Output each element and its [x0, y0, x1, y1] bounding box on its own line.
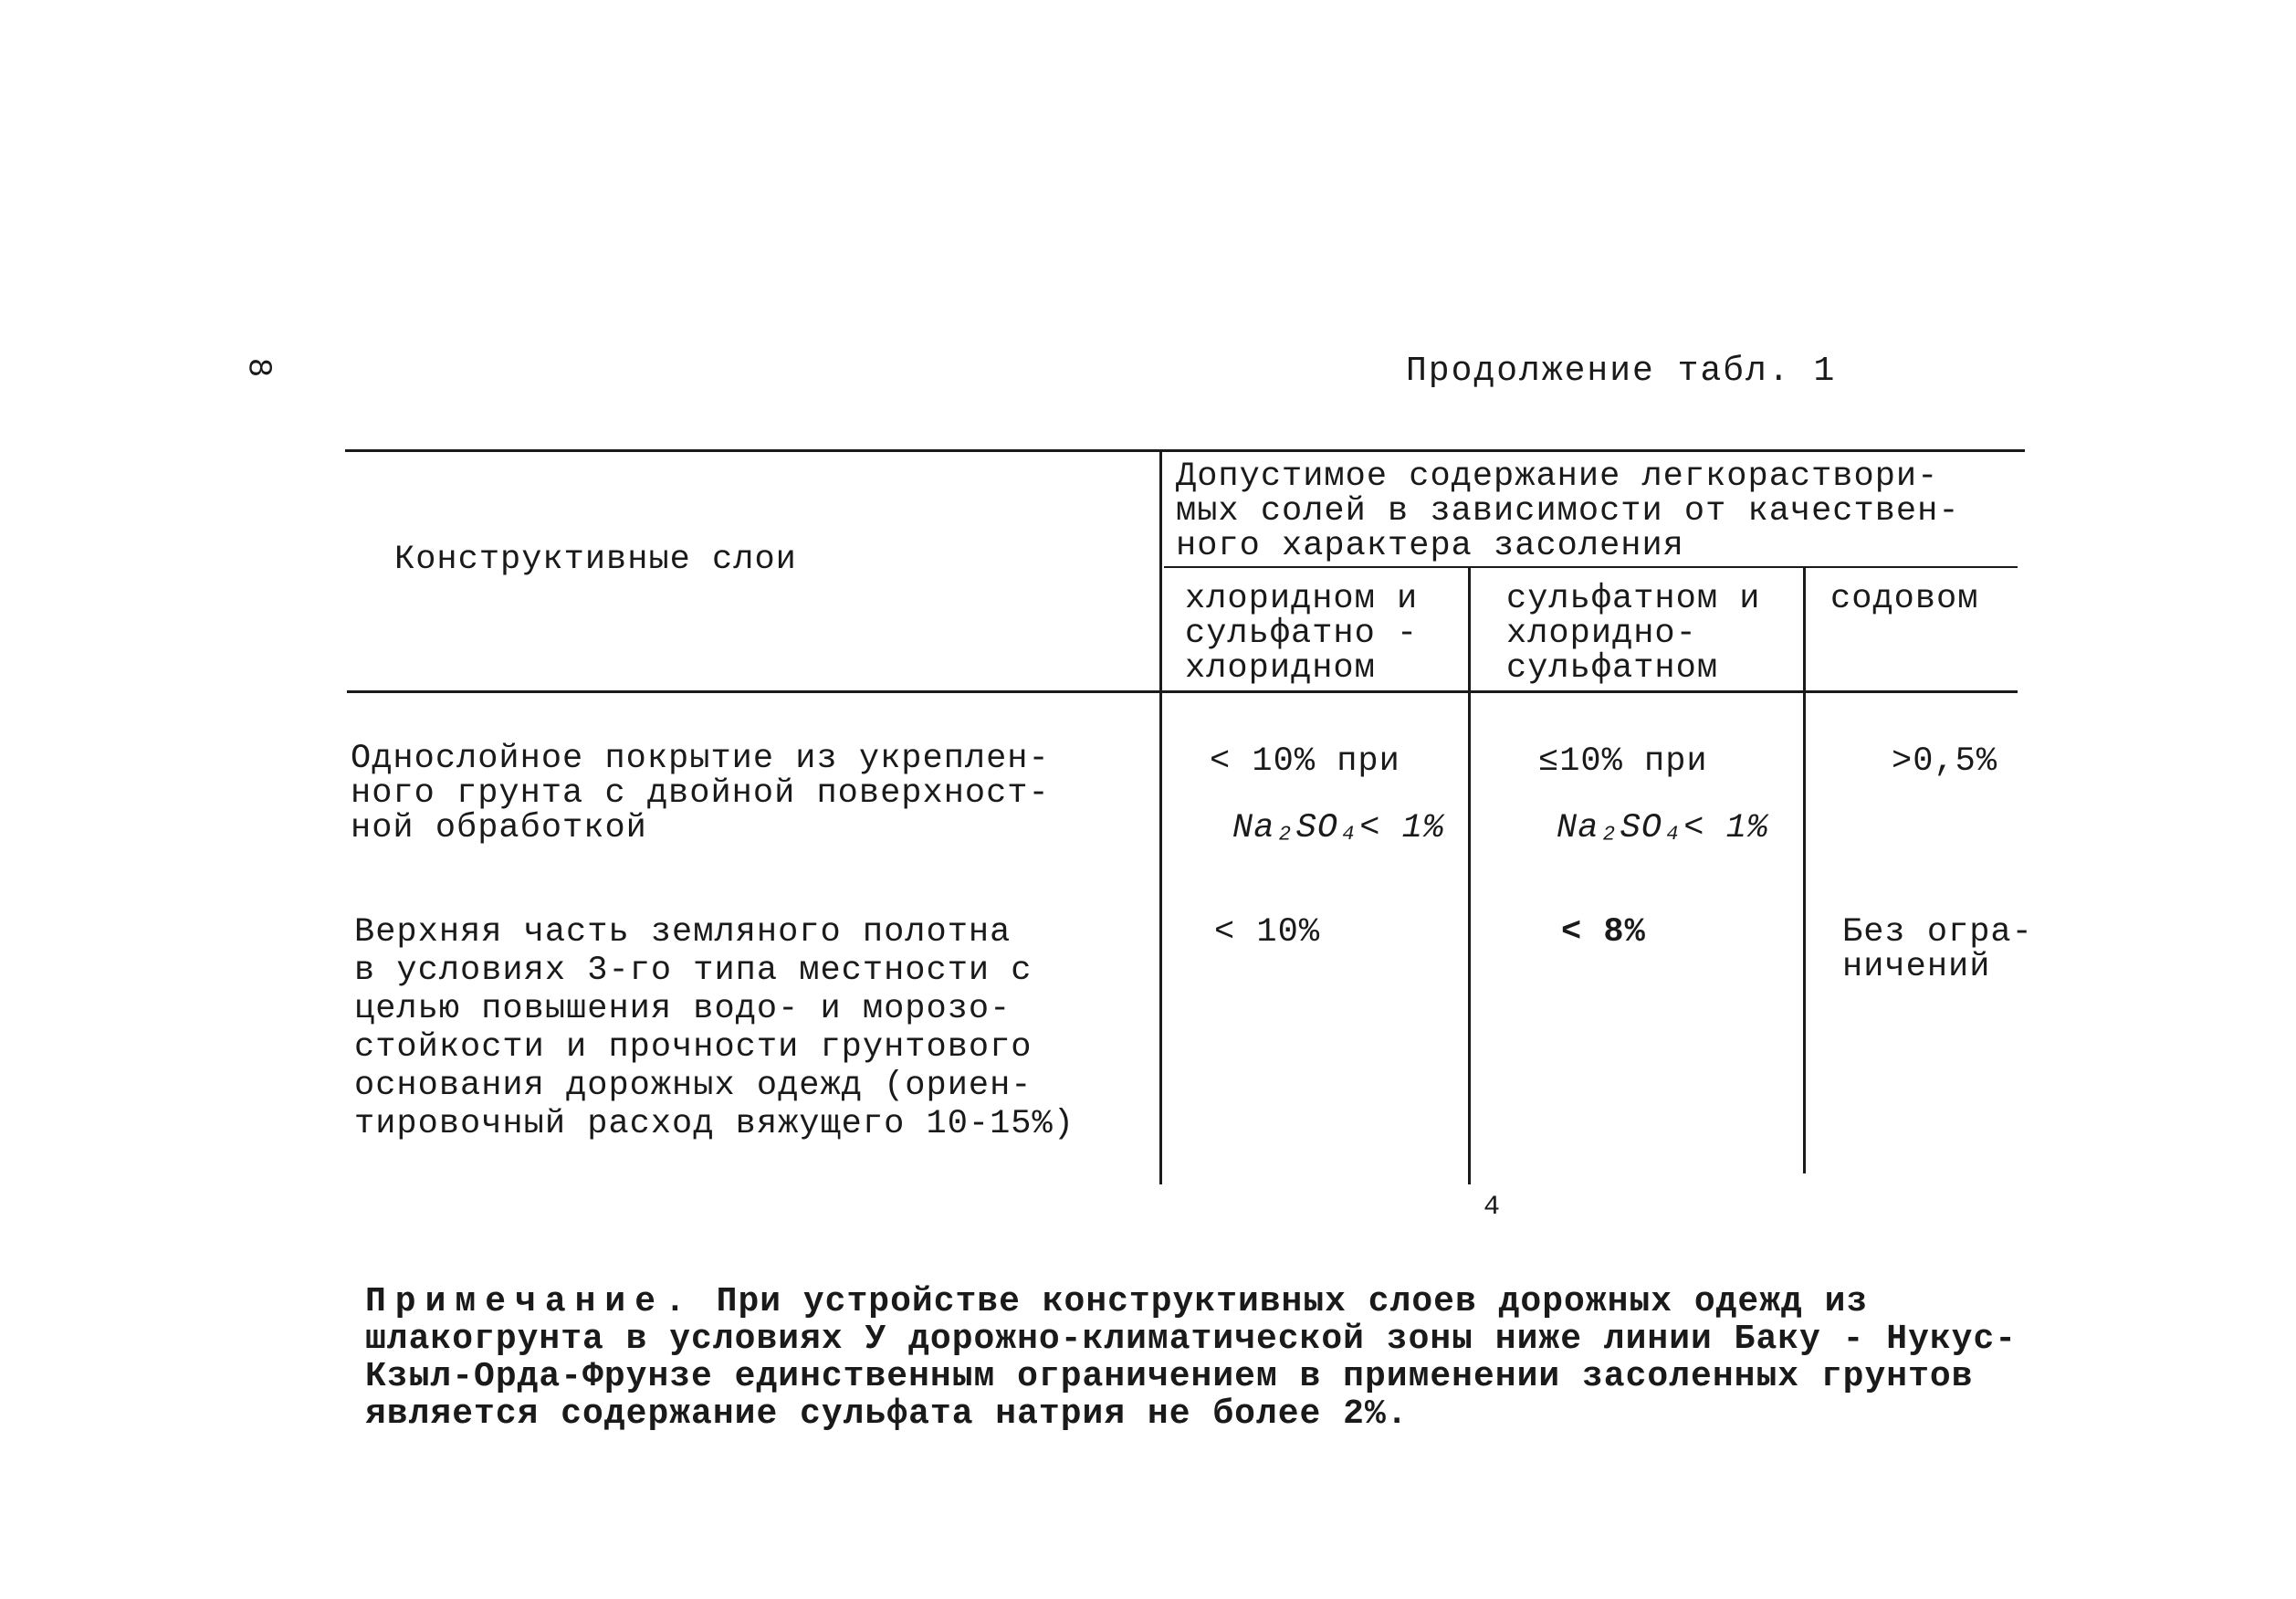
subheader-soda: содовом: [1830, 580, 1979, 618]
row-2-sulfate-value: < 8%: [1561, 913, 1646, 952]
row-2-label: Верхняя часть земляного полотна в условиях 3-го типа местности с целью повышения водо- и морозо- стойкости и прочности грунтового основания дорожных одежд (ориен- тировочный расход вяжущего 10-15%): [354, 913, 1075, 1143]
column-divider-main: [1159, 449, 1162, 1184]
note-heading: Примечание.: [365, 1282, 695, 1321]
row-1-soda-value: >0,5%: [1892, 742, 1998, 781]
subheader-rule: [1164, 566, 2018, 568]
note-text: При устройстве конструктивных слоев дорожных одежд из шлакогрунта в условиях У дорожно-климатической зоны ниже линии Баку - Нукус-Кзыл-Орда-Фрунзе единственным ограничением в применении засоленных грунтов является содержание сульфата натрия не более 2%.: [365, 1282, 2018, 1434]
page-number: 8: [239, 357, 278, 378]
row-1-label: Однослойное покрытие из укреплен- ного грунта с двойной поверхност- ной обработкой: [351, 740, 1050, 847]
column-divider-2: [1803, 566, 1806, 1173]
subheader-sulfate: сульфатном и хлоридно- сульфатном: [1506, 580, 1761, 688]
footer-mark: 4: [1483, 1192, 1501, 1223]
header-bottom-rule: [347, 690, 2018, 693]
subheader-chloride: хлоридном и сульфатно - хлоридном: [1185, 580, 1419, 688]
row-1-chloride-value: < 10% при: [1210, 742, 1400, 781]
column-header-layers: Конструктивные слои: [394, 541, 797, 579]
column-divider-1: [1468, 566, 1471, 1184]
row-1-chloride-condition: Na₂SO₄< 1%: [1232, 809, 1445, 847]
table-top-rule: [345, 449, 2025, 452]
row-1-sulfate-value: ≤10% при: [1538, 742, 1708, 781]
row-1-sulfate-condition: Na₂SO₄< 1%: [1557, 809, 1769, 847]
column-header-allowed-salts: Допустимое содержание легкораствори- мых солей в зависимости от качествен- ного характера засоления: [1176, 458, 1960, 565]
row-2-chloride-value: < 10%: [1214, 913, 1321, 952]
row-2-soda-value: Без огра- ничений: [1842, 913, 2033, 986]
note-paragraph: [365, 1283, 2018, 1433]
continuation-title: Продолжение табл. 1: [1406, 352, 1837, 391]
